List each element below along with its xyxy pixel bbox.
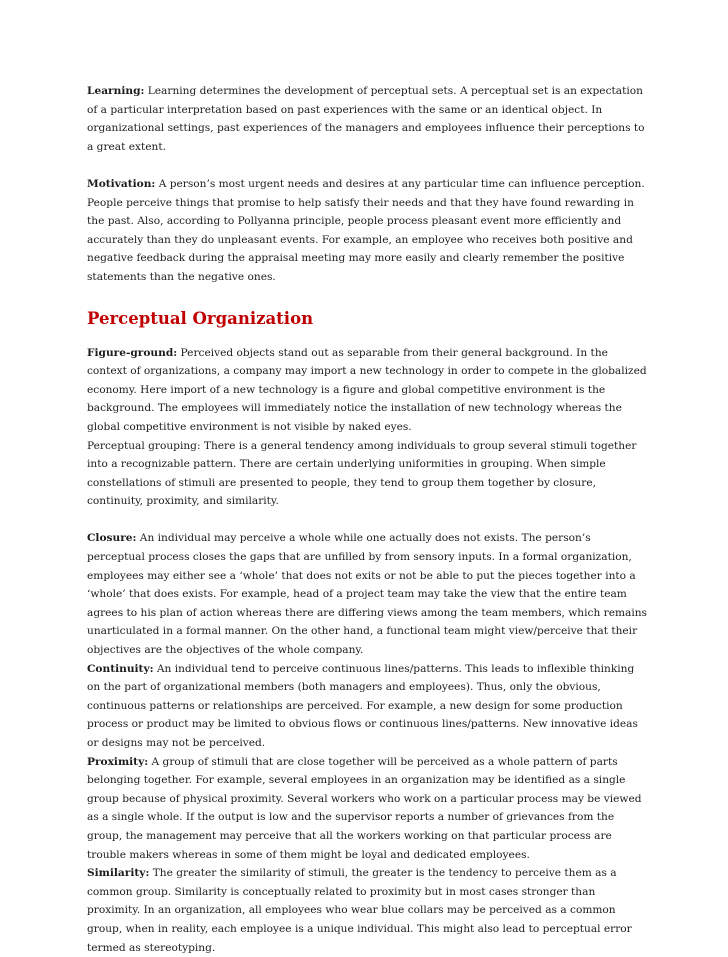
text-figure-ground: Perceived objects stand out as separable from their general background. In the context of organizations, a company may import a new technology in order to compete in the globalized economy. Here import of a new technology is a figure and global competitive environment is the background. The employees will immediately notice the installation of new technology whereas the global competitive environment is not visible by naked eyes. bbox=[87, 346, 647, 433]
term-similarity: Similarity: bbox=[87, 867, 150, 880]
text-closure: An individual may perceive a whole while one actually does not exists. The person’s perceptual process closes the gaps that are unfilled by from sensory inputs. In a formal organization, employees may either see a ‘whole’ that does not exits or not be able to put the pieces together into a ‘whole’ that does exists. For example, head of a project team may take the view that the entire team agrees to his plan of action whereas there are differing views among the team members, which remains unarticulated in a formal manner. On the other hand, a functional team might view/perceive that their objectives are the objectives of the whole company. bbox=[87, 532, 647, 657]
text-motivation: A person’s most urgent needs and desires at any particular time can influence perception. People perceive things that promise to help satisfy their needs and that they have found rewarding in the past. Also, according to Pollyanna principle, people process pleasant event more efficiently and accurately than they do unpleasant events. For example, an employee who receives both positive and negative feedback during the appraisal meeting may more easily and clearly remember the positive statements than the negative ones. bbox=[87, 177, 645, 283]
term-learning: Learning: bbox=[87, 85, 145, 97]
term-continuity: Continuity: bbox=[87, 662, 154, 675]
section-heading: Perceptual Organization bbox=[87, 308, 314, 328]
text-similarity: The greater the similarity of stimuli, the greater is the tendency to perceive them as a common group. Similarity is conceptually related to proximity but in most cases stronger than proximity. In an organization, all employees who wear blue collars may be perceived as a common group, when in reality, each employee is a unique individual. This might also lead to perceptual error termed as stereotyping. bbox=[87, 867, 632, 954]
paragraph-motivation bbox=[87, 175, 647, 287]
paragraph-figure-ground bbox=[87, 344, 647, 437]
text-learning: Learning determines the development of perceptual sets. A perceptual set is an expectation of a particular interpretation based on past experiences with the same or an identical object. In organizational settings, past experiences of the managers and employees influence their perceptions to a great extent. bbox=[87, 85, 645, 153]
document-page bbox=[87, 82, 647, 957]
term-figure-ground: Figure-ground: bbox=[87, 346, 178, 359]
term-proximity: Proximity: bbox=[87, 755, 149, 768]
text-proximity: A group of stimuli that are close together will be perceived as a whole pattern of parts belonging together. For example, several employees in an organization may be identified as a single group because of physical proximity. Several workers who work on a particular process may be viewed as a single whole. If the output is low and the supervisor reports a number of grievances from the group, the management may perceive that all the workers working on that particular process are trouble makers whereas in some of them might be loyal and dedicated employees. bbox=[87, 755, 642, 861]
paragraph-proximity bbox=[87, 753, 647, 865]
paragraph-similarity bbox=[87, 864, 647, 957]
paragraph-learning bbox=[87, 82, 647, 156]
paragraph-closure bbox=[87, 529, 647, 659]
term-closure: Closure: bbox=[87, 532, 137, 545]
paragraph-continuity bbox=[87, 660, 647, 753]
paragraph-perceptual-grouping: Perceptual grouping: There is a general tendency among individuals to group several stimuli together into a recognizable pattern. There are certain underlying uniformities in grouping. When simple constellations of stimuli are presented to people, they tend to group them together by closure, continuity, proximity, and similarity. bbox=[87, 439, 637, 508]
text-continuity: An individual tend to perceive continuous lines/patterns. This leads to inflexible thinking on the part of organizational members (both managers and employees). Thus, only the obvious, continuous patterns or relationships are perceived. For example, a new design for some production process or product may be limited to obvious flows or continuous lines/patterns. New innovative ideas or designs may not be perceived. bbox=[87, 662, 638, 749]
term-motivation: Motivation: bbox=[87, 177, 156, 190]
